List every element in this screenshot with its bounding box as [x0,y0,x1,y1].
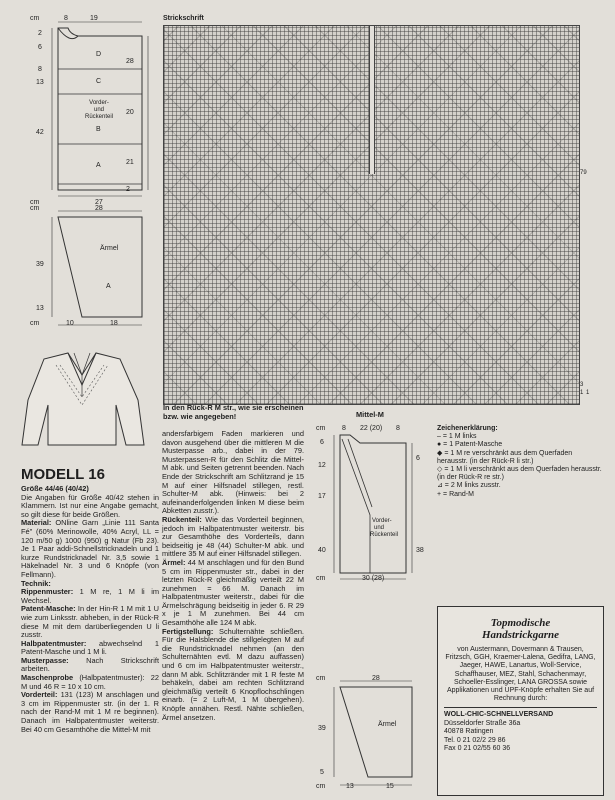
musterpasse-text: Nach Strickschrift arbeiten. [21,655,159,674]
ad-body-text: von Austermann, Dovermann & Trausen, Fritzsch, GGH, Kraemer-Lalena, Gedifra, LANG, Jaeger, HAWE, Lanartus, Woll-Service, Schaffhauser, MEZ, Stahl, Schachenmayr, Schoeller-Esslinger, LANA GROSSA sowie Applikationen und UPF-Knöpfe erhalten Sie auf Rechnung durch: [445,646,596,703]
sleeve-cm-bottom: cm [30,320,40,327]
fertig-text: Schulternähte schließen. Für die Halsblende die stillgelegten M auf die Rundstricknadel nehmen (an den Schulternähten evtl. M dazu auffassen) und 6 cm im Halbpatentmuster weiterstr., dann M abk. Schlitzränder mit 1 R feste M behäkeln, dabei am rechten Schlitzrand gleichmäßig verteilt 6 Knopflochschlingen einarb. (= 2 Luft-M, 1 M übergehen). Knöpfe annähen. Restl. Nähte schließen, Ärmel ansetzen. [162,626,304,722]
dim-right-20: 20 [126,109,134,116]
model-section [21,466,159,734]
rippen-label: Rippenmuster: [21,587,74,597]
body2-vorder-label: Vorder- [372,518,392,524]
chart-row-3: 3 [580,382,584,388]
sleeve2-left-39: 39 [318,725,326,732]
chart-row-1b: 1 [586,390,590,396]
rueckenteil-label: Rückenteil: [162,514,202,524]
model-title: MODELL 16 [21,466,105,483]
legend-item-rand: + = Rand-M [437,490,474,498]
section-und-label: und [93,107,104,113]
body2-left-6: 6 [320,439,324,446]
chart-row-1: 1 [580,390,584,396]
sleeve2-cm-label: cm [316,675,326,682]
knitting-chart [163,25,580,405]
section-ruecken-label: Rückenteil [84,114,113,120]
musterpasse-label: Musterpasse: [21,655,69,665]
dim-right-2: 2 [126,186,130,193]
body2-top-22: 22 (20) [360,425,383,432]
sleeve-left-13: 13 [36,305,44,312]
sleeve-cm-label: cm [30,205,40,212]
body2-cm-label: cm [316,425,326,432]
body2-und-label: und [374,525,385,531]
sleeve-a-label: A [106,283,111,290]
halb-text: abwechselnd 1 Patent-Masche und 1 M li. [21,638,159,657]
section-c-label: C [96,78,102,85]
sleeve2-bottom-15: 15 [386,783,394,790]
chart-row-79: 79 [580,170,587,176]
sleeve2-bottom-13: 13 [346,783,354,790]
body2-left-17: 17 [318,493,326,500]
dim-top-a: 8 [64,15,68,22]
sleeve-label: Ärmel [100,245,119,252]
rippen-text: 1 M re, 1 M li im Wechsel. [21,587,159,605]
ad-street: Düsseldorfer Straße 36a [444,719,521,727]
technik-label: Technik: [21,578,51,588]
chart-slit [369,26,375,174]
sleeve-outline-2 [312,675,432,795]
ad-tel: Tel. 0 21 02/2 29 86 [444,736,506,744]
sleeve-schematic-2 [312,675,432,795]
section-a-label: A [96,162,101,169]
sleeve2-cm-bottom: cm [316,783,326,790]
legend-item-re-verschraenkt: ◆ = 1 M re verschränkt aus dem Querfaden herausstr. (in der Rück-R li str.) [437,449,573,465]
symbol-legend [437,425,602,499]
body2-ruecken-label: Rückenteil [370,532,399,538]
section-b-label: B [96,126,101,133]
ad-title-2: Handstrickgarne [481,629,559,641]
legend-item-links: – = 1 M links [437,433,477,441]
dim-left-42: 42 [36,129,44,136]
halb-label: Halbpatentmuster: [21,638,87,648]
body2-bottom-30: 30 (28) [362,575,385,582]
dim-bottom-27: 27 [95,199,103,206]
body2-top-8: 8 [342,425,346,432]
body-outline-2 [312,425,432,585]
body2-right-6: 6 [416,455,420,462]
dim-left-2: 2 [38,30,42,37]
fertig-label: Fertigstellung: [162,626,214,636]
material-label: Material: [21,518,52,528]
cm-bottom-label: cm [30,199,40,206]
body2-right-38: 38 [416,547,424,554]
ad-company: WOLL-CHIC-SCHNELLVERSAND [444,711,554,719]
cm-label: cm [30,15,40,22]
body2-left-40: 40 [318,547,326,554]
sleeve2-left-5: 5 [320,769,324,776]
sleeve-schematic [30,205,155,335]
sweater-illustration [20,345,150,450]
sleeve-bottom-10: 10 [66,320,74,327]
front-back-schematic [30,14,155,206]
legend-item-patent: ● = 1 Patent-Masche [437,441,503,449]
patent-text: In der Hin-R 1 M mit 1 U wie zum Linksstr. abheben, in der Rück-R diese M mit dem darüberliegenden U li zusstr. [21,604,159,640]
dim-left-8: 8 [38,66,42,73]
material-text: ONline Garn „Linie 111 Santa Fé" (60% Merinowolle, 40% Acryl, LL = 120 m/50 g) 1000 (950) g Natur (Fb 23). Je 1 Paar addi-Schnellstricknadeln und 1 kurze Rundstricknadel Nr. 3,5 sowie 1 Häkelnadel Nr. 3 und 6 Knöpfe (von Fellmann). [21,518,160,579]
instructions-column-2 [162,430,304,722]
patent-label: Patent-Masche: [21,604,76,614]
sleeve-top-28: 28 [95,205,103,212]
ad-title-1: Topmodische [490,617,551,629]
col2-intro-text: andersfarbigem Faden markieren und davon ausgehend über die mittleren M die Musterpasse arb., dabei in der 79. Musterpassen-R für den Schlitz die Mittel-M abk. und Seiten getrennt beenden. Nach Ende der Strickschrift am Schlitzrand je 15 M auf einer Hilfsnadel stillegen, restl. Schulter-M abk. (Hinweis: bei 2 aufeinanderfolgenden linken M diese beim Abketten zusstr.). [162,429,304,516]
chart-title: Strickschrift [163,15,204,22]
maschenprobe-label: Maschenprobe [21,673,74,683]
aermel-text: 44 M anschlagen und für den Bund 5 cm im Rippenmuster str., dabei in der letzten Rück-R gleichmäßig verteilt 22 M zunehmen = 66 M. Danach im Halbpatentmuster weiterstr., dabei für die Ärmelschrägung beidseitig in jeder 6. R 29 x je 1 M zunehmen. Bei 44 cm Gesamthöhe alle 124 M abk. [162,557,304,628]
dim-right-21: 21 [126,159,134,166]
vorderteil-label: Vorderteil: [21,690,58,700]
section-d-label: D [96,51,102,58]
chart-caption [163,404,303,421]
chart-center-label: Mittel-M [356,410,384,419]
sleeve2-top-28: 28 [372,675,380,682]
sleeve2-label: Ärmel [378,721,397,728]
ad-fax: Fax 0 21 02/55 60 36 [444,745,511,753]
maschenprobe-text: (Halbpatentmuster): 22 M und 46 R = 10 x 10 cm. [21,673,159,691]
dim-top-b: 19 [90,15,98,22]
sleeve-bottom-18: 18 [110,320,118,327]
sleeve-outline [30,205,155,335]
vorderteil-text: 131 (123) M anschlagen und 3 cm im Rippenmuster str. (in der 1. R nach der Rand-M mit 1 M re beginnen). Danach im Halbpatentmuster weiterstr. Bei 40 cm Gesamthöhe die Mittel-M mit [21,690,159,734]
legend-item-zusstr: ⊿ = 2 M links zusstr. [437,482,501,490]
aermel-label: Ärmel: [162,557,186,567]
sleeve-left-39: 39 [36,261,44,268]
chart-caption-line2: bzw. wie angegeben! [163,411,237,421]
chart-caption-line1: In den Rück-R M str., wie sie erscheinen [163,403,304,412]
size-text: Die Angaben für Größe 40/42 stehen in Klammern. Ist nur eine Angabe gemacht, so gilt diese für beide Größen. [21,492,159,519]
dim-left-6: 6 [38,44,42,51]
body-schematic-2 [312,425,432,585]
size-heading: Größe 44/46 (40/42) [21,484,89,493]
rueckenteil-text: Wie das Vorderteil beginnen, jedoch im Halbpatentmuster weiterstr. bis zur Gesamthöhe des Vorderteils, dann beidseitig je 48 (44) Schulter-M abk. und mittlere 35 M auf einer Hilfsnadel stillegen. [162,514,304,559]
section-vorder-label: Vorder- [89,100,109,106]
legend-title: Zeichenerklärung: [437,425,498,432]
yarn-advertisement [437,606,604,796]
body2-left-12: 12 [318,462,326,469]
body2-cm-bottom: cm [316,575,326,582]
dim-left-13: 13 [36,79,44,86]
dim-right-28: 28 [126,58,134,65]
legend-item-li-verschraenkt: ◇ = 1 M li verschränkt aus dem Querfaden herausstr. (in der Rück-R re str.) [437,466,602,482]
body2-top-8b: 8 [396,425,400,432]
ad-city: 40878 Ratingen [444,728,494,736]
